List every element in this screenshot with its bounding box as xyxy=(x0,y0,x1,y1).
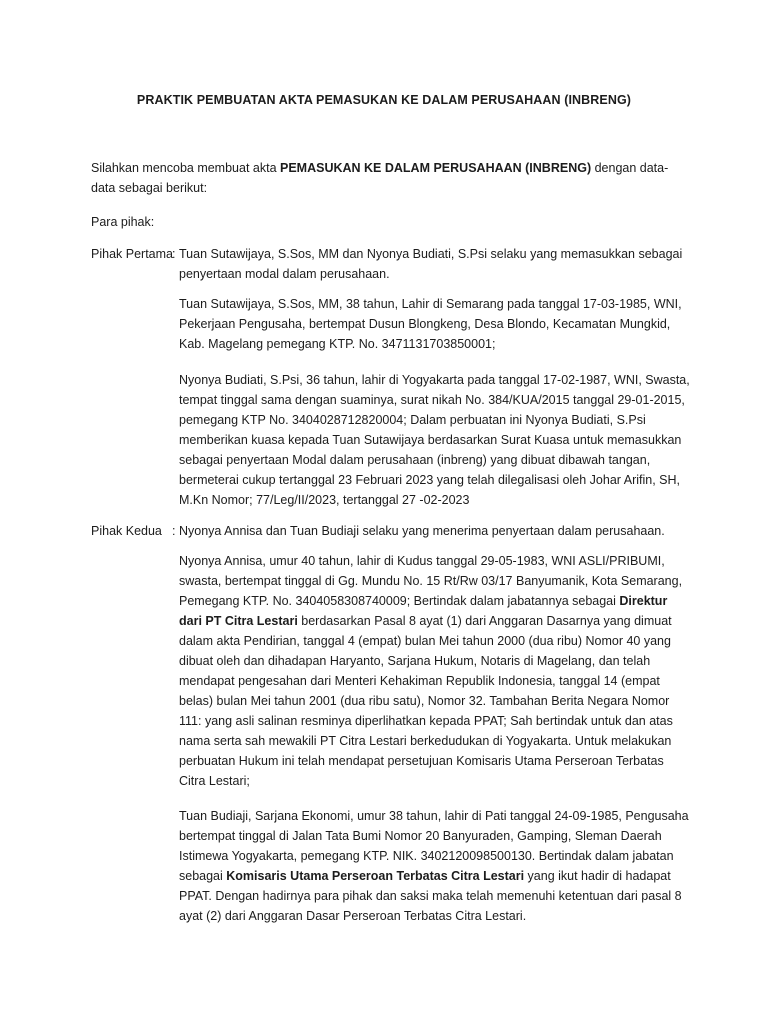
intro-paragraph xyxy=(91,158,691,198)
document-title: PRAKTIK PEMBUATAN AKTA PEMASUKAN KE DALAM PERUSAHAAN (INBRENG) xyxy=(136,93,632,107)
pihak-kedua-person1 xyxy=(179,551,691,791)
pihak-pertama-colon: : xyxy=(172,247,176,261)
pihak-kedua-colon: : xyxy=(172,524,176,538)
pihak-kedua-person2 xyxy=(179,806,691,926)
para-pihak-label: Para pihak: xyxy=(91,215,155,229)
intro-text: Silahkan mencoba membuat akta xyxy=(91,161,280,175)
pihak-pertama-summary: Tuan Sutawijaya, S.Sos, MM dan Nyonya Budiati, S.Psi selaku yang memasukkan sebagai penyertaan modal dalam perusahaan. xyxy=(179,247,683,281)
pihak-kedua-label: Pihak Kedua xyxy=(91,524,162,538)
intro-text-end: dengan data-data sebagai berikut: xyxy=(91,161,669,195)
person1-text-b: berdasarkan Pasal 8 ayat (1) dari Anggaran Dasarnya yang dimuat dalam akta Pendirian, tanggal 4 (empat) bulan Mei tahun 2000 (dua ribu) Nomor 40 yang dibuat oleh dan dihadapan Haryanto, Sarjana Hukum, Notaris di Magelang, dan telah mendapat pengesahan dari Menteri Kehakiman Republik Indonesia, tanggal 14 (empat belas) bulan Mei tahun 2001 (dua ribu satu), Nomor 32. Tambahan Berita Negara Nomor 111: yang asli salinan resminya diperlihatkan kepada PPAT; Sah bertindak untuk dan atas nama serta sah mewakili PT Citra Lestari berkedudukan di Yogyakarta. Untuk melakukan perbuatan Hukum ini telah mendapat persetujuan Komisaris Utama Perseroan Terbatas Citra Lestari; xyxy=(179,614,673,788)
person2-text-a: Tuan Budiaji, Sarjana Ekonomi, umur 38 tahun, lahir di Pati tanggal 24-09-1985, Pengusaha bertempat tinggal di Jalan Tata Bumi Nomor 20 Banyuraden, Gamping, Sleman Daerah Istimewa Yogyakarta, pemegang KTP. NIK. 3402120098500130. Bertindak dalam jabatan sebagai xyxy=(179,809,689,883)
pihak-kedua-summary: Nyonya Annisa dan Tuan Budiaji selaku yang menerima penyertaan dalam perusahaan. xyxy=(179,524,665,538)
person2-bold-role: Komisaris Utama Perseroan Terbatas Citra Lestari xyxy=(226,869,525,883)
person1-bold-role: Direktur dari PT Citra Lestari xyxy=(179,594,668,628)
person2-text-b: yang ikut hadir di hadapat PPAT. Dengan hadirnya para pihak dan saksi maka telah memenuhi ketentuan dari pasal 8 ayat (2) dari Anggaran Dasar Perseroan Terbatas Citra Lestari. xyxy=(179,869,682,923)
person1-text-a: Nyonya Annisa, umur 40 tahun, lahir di Kudus tanggal 29-05-1983, WNI ASLI/PRIBUMI, swasta, bertempat tinggal di Gg. Mundu No. 15 Rt/Rw 03/17 Banyumanik, Kota Semarang, Pemegang KTP. No. 3404058308740009; Bertindak dalam jabatannya sebagai xyxy=(179,554,683,608)
intro-bold-text: PEMASUKAN KE DALAM PERUSAHAAN (INBRENG) xyxy=(280,161,592,175)
pihak-pertama-person2: Nyonya Budiati, S.Psi, 36 tahun, lahir di Yogyakarta pada tanggal 17-02-1987, WNI, Swasta, tempat tinggal sama dengan suaminya, surat nikah No. 384/KUA/2015 tanggal 29-01-2015, pemegang KTP No. 3404028712820004; Dalam perbuatan ini Nyonya Budiati, S.Psi memberikan kuasa kepada Tuan Sutawijaya berdasarkan Surat Kuasa untuk memasukkan sebagai penyertaan Modal dalam perusahaan (inbreng) yang dibuat dibawah tangan, bermeterai cukup tertanggal 23 Februari 2023 yang telah dilegalisasi oleh Johar Arifin, SH, M.Kn Nomor; 77/Leg/II/2023, tertanggal 27 -02-2023 xyxy=(179,373,690,507)
pihak-pertama-person1: Tuan Sutawijaya, S.Sos, MM, 38 tahun, Lahir di Semarang pada tanggal 17-03-1985, WNI, Pekerjaan Pengusaha, bertempat Dusun Blongkeng, Desa Blondo, Kecamatan Mungkid, Kab. Magelang pemegang KTP. No. 3471131703850001; xyxy=(179,297,682,351)
pihak-pertama-label: Pihak Pertama xyxy=(91,247,173,261)
